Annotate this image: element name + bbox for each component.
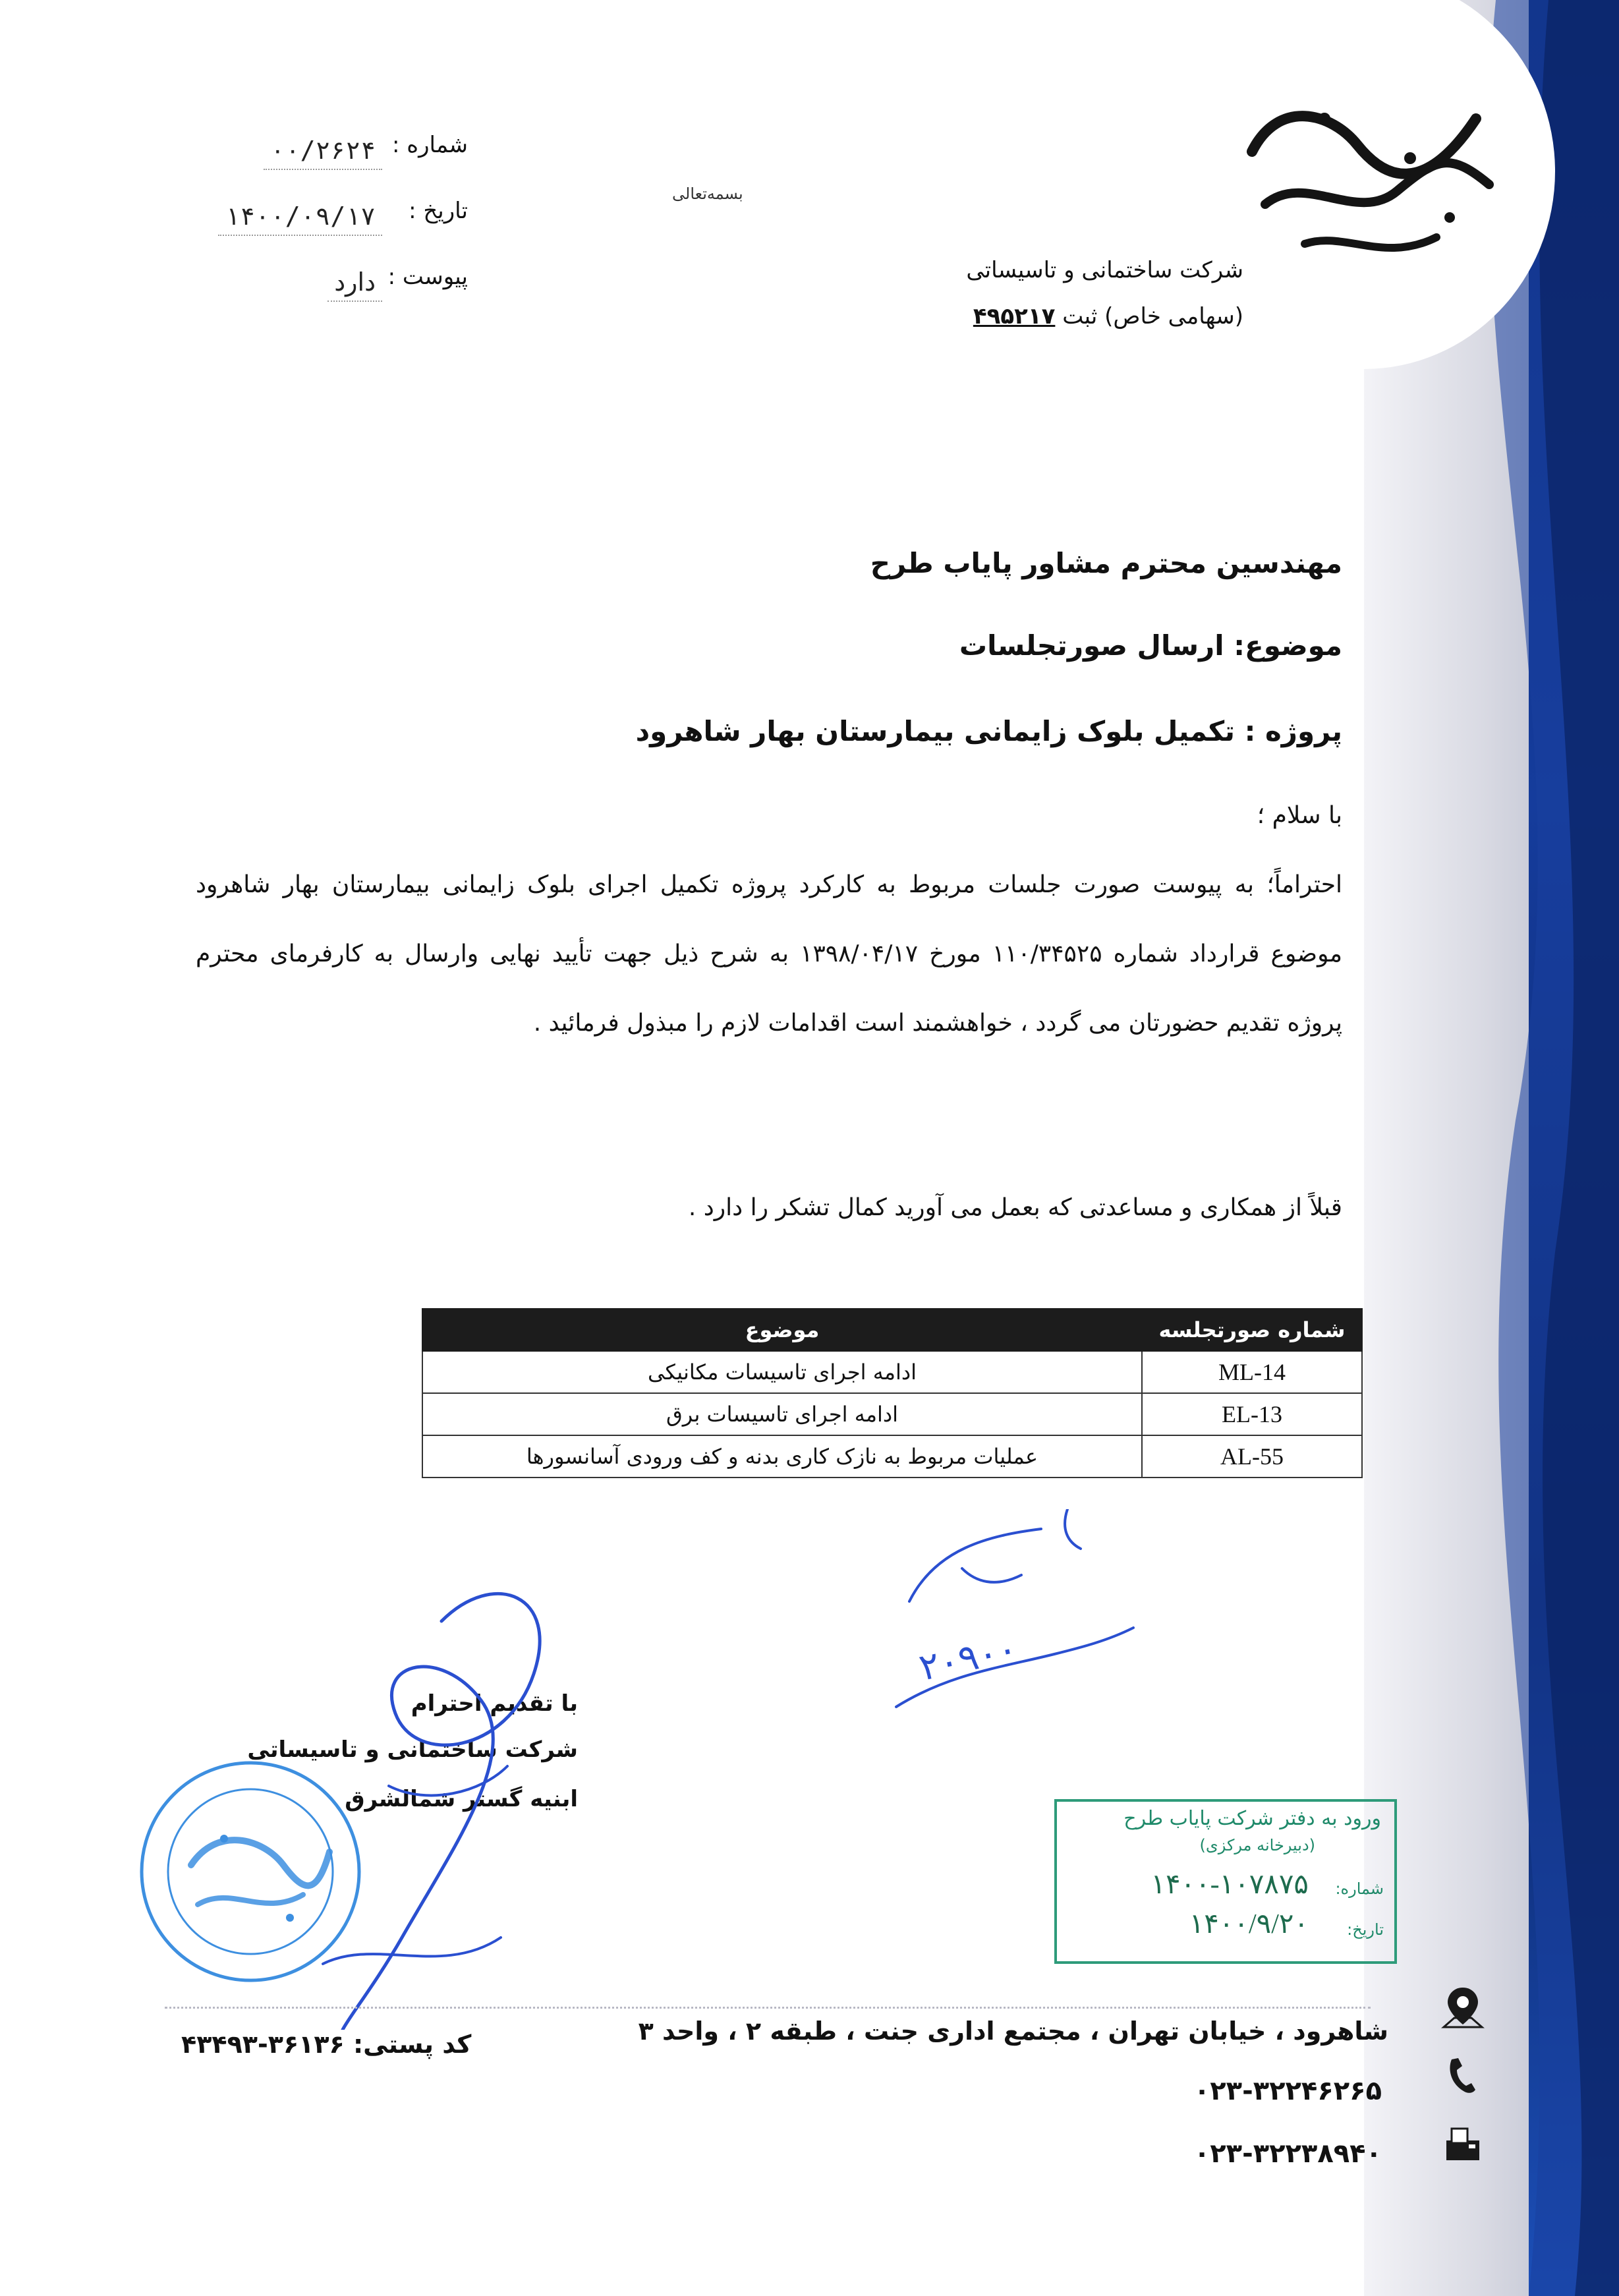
table-row	[422, 1435, 1362, 1478]
table-row	[422, 1393, 1362, 1435]
location-icon	[1440, 1984, 1486, 2030]
stamp-number-label: شماره:	[1335, 1880, 1384, 1898]
company-registration	[973, 303, 1243, 330]
project-title: پروژه : تکمیل بلوک زایمانی بیمارستان بهار شاهرود	[635, 715, 1342, 747]
footer-postal-code: کد پستی: ۳۶۱۳۶-۴۳۴۹۳	[181, 2030, 472, 2059]
phone-icon	[1440, 2053, 1486, 2099]
basmala: بسمه‌تعالی	[672, 185, 743, 203]
row-subject: ادامه اجرای تاسیسات مکانیکی	[422, 1351, 1142, 1393]
company-logo	[1226, 72, 1502, 283]
row-code: AL-55	[1142, 1435, 1362, 1478]
registration-number: ۴۹۵۲۱۷	[973, 303, 1056, 330]
thanks-line: قبلاً از همکاری و مساعدتی که بعمل می آورید کمال تشکر را دارد .	[688, 1194, 1342, 1221]
handwritten-number: ۲۰۹۰۰	[915, 1626, 1022, 1690]
registration-prefix: (سهامی خاص) ثبت	[1062, 303, 1243, 330]
recipient: مهندسین محترم مشاور پایاب طرح	[870, 547, 1342, 579]
row-code: ML-14	[1142, 1351, 1362, 1393]
stamp-date-label: تاریخ:	[1347, 1920, 1384, 1939]
letter-attachment-row	[158, 264, 468, 303]
row-subject: ادامه اجرای تاسیسات برق	[422, 1393, 1142, 1435]
receipt-stamp	[1054, 1799, 1397, 1964]
letter-date-label: تاریخ :	[409, 198, 468, 224]
sign-company-type: شرکت ساختمانی و تاسیساتی	[247, 1736, 578, 1763]
stamp-subtitle: (دبیرخانه مرکزی)	[1199, 1836, 1315, 1854]
table-row	[422, 1351, 1362, 1393]
fax-icon	[1440, 2122, 1486, 2168]
sign-regards: با تقدیم احترام	[411, 1690, 578, 1717]
handwritten-signature	[283, 1568, 626, 2030]
company-name: شرکت ساختمانی و تاسیساتی	[966, 257, 1243, 283]
letter-date-row	[158, 198, 468, 237]
greeting: با سلام ؛	[1257, 802, 1342, 829]
letter-number-label: شماره :	[392, 132, 468, 158]
footer-divider	[165, 2007, 1371, 2009]
footer-fax: ۰۲۳-۳۲۲۳۸۹۴۰	[1193, 2138, 1382, 2169]
row-subject: عملیات مربوط به نازک کاری بدنه و کف ورودی آسانسورها	[422, 1435, 1142, 1478]
minutes-table	[422, 1308, 1363, 1478]
letter-attachment-label: پیوست :	[387, 264, 468, 290]
handwritten-note	[870, 1509, 1147, 1746]
header-code: شماره صورتجلسه	[1142, 1309, 1362, 1351]
header-subject: موضوع	[422, 1309, 1142, 1351]
letter-attachment-value: دارد	[327, 268, 382, 302]
stamp-number-value: ۱۴۰۰-۱۰۷۸۷۵	[1150, 1870, 1309, 1900]
footer-phone: ۰۲۳-۳۲۲۴۶۲۶۵	[1193, 2076, 1382, 2106]
letter-date-value: ۱۴۰۰/۰۹/۱۷	[218, 202, 382, 236]
sign-company-name: ابنیه گستر شمالشرق	[345, 1786, 578, 1812]
stamp-date-value: ۱۴۰۰/۹/۲۰	[1189, 1909, 1309, 1939]
letter-number-row	[158, 132, 468, 171]
stamp-title: ورود به دفتر شرکت پایاب طرح	[1123, 1807, 1381, 1830]
letter-number-value: ۰۰/۲۶۲۴	[264, 136, 382, 170]
subject: موضوع: ارسال صورتجلسات	[959, 629, 1342, 662]
table-header-row	[422, 1309, 1362, 1351]
row-code: EL-13	[1142, 1393, 1362, 1435]
footer-address: شاهرود ، خیابان تهران ، مجتمع اداری جنت ، طبقه ۲ ، واحد ۳	[638, 2017, 1388, 2046]
body-paragraph: احتراماً؛ به پیوست صورت جلسات مربوط به کارکرد پروژه تکمیل اجرای بلوک زایمانی بیمارستان بهار شاهرود موضوع قرارداد شماره ۱۱۰/۳۴۵۲۵ مورخ ۱۳۹۸/۰۴/۱۷ به شرح ذیل جهت تأیید نهایی وارسال به کارفرمای محترم پروژه تقدیم حضورتان می گردد ، خواهشمند است اقدامات لازم را مبذول فرمائید .	[196, 871, 1343, 1037]
